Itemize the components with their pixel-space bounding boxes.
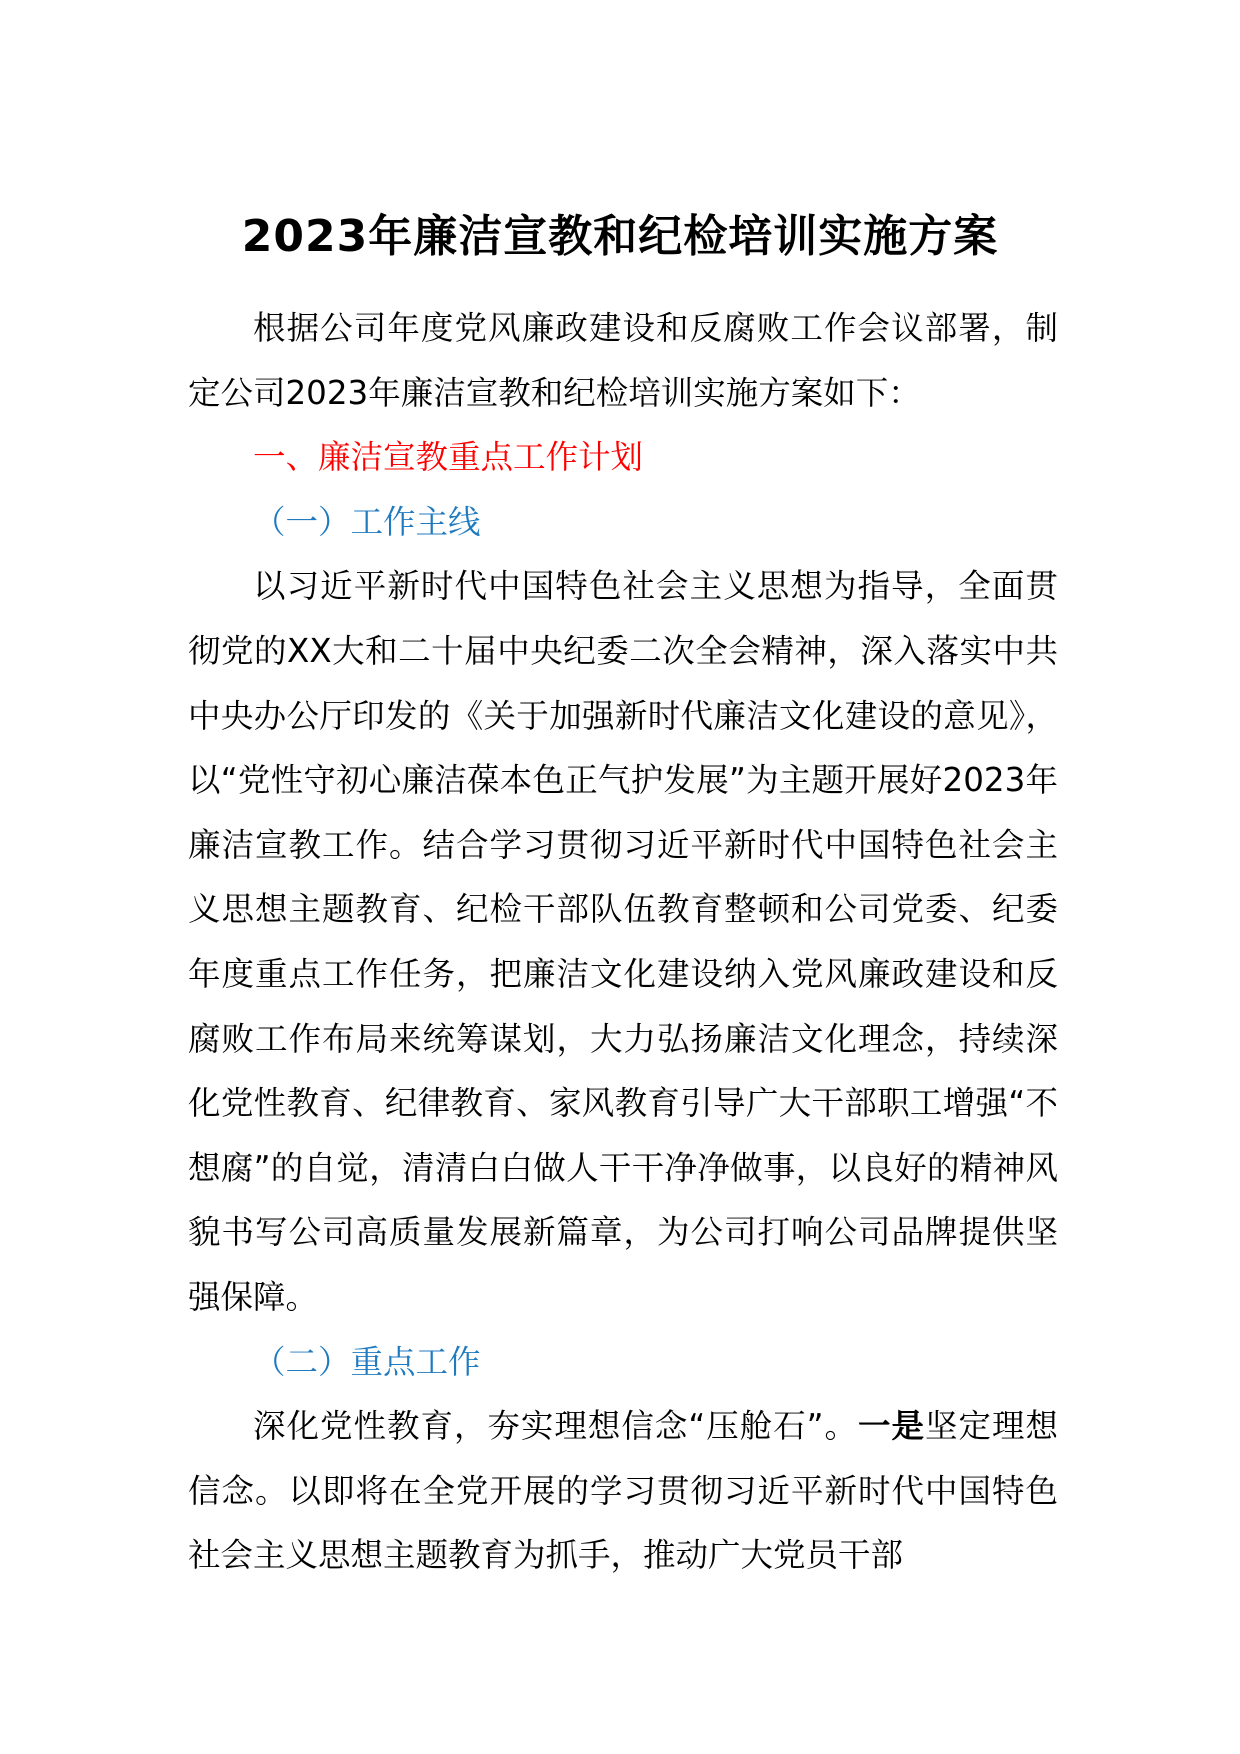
document-title: 2023年廉洁宣教和纪检培训实施方案 (241, 211, 999, 262)
subsection-heading-1: （一）工作主线 (253, 502, 481, 541)
intro-paragraph: 根据公司年度党风廉政建设和反腐败工作会议部署，制定公司2023年廉洁宣教和纪检培训实施方案如下： (188, 309, 1058, 412)
key-work-paragraph (188, 1394, 1058, 1588)
subsection-heading-2: （二）重点工作 (253, 1342, 481, 1381)
key-work-rest: 坚定理想信念。以即将在全党开展的学习贯彻习近平新时代中国特色社会主义思想主题教育为抓手，推动广大党员干部 (188, 1407, 1058, 1575)
key-work-ordinal: 一是 (858, 1407, 925, 1446)
section-heading-1: 一、廉洁宣教重点工作计划 (253, 438, 644, 477)
document-body (188, 296, 1058, 1588)
key-work-lead: 深化党性教育，夯实理想信念“压舱石”。 (253, 1407, 859, 1446)
work-mainline-paragraph: 以习近平新时代中国特色社会主义思想为指导，全面贯彻党的XX大和二十届中央纪委二次全会精神，深入落实中共中央办公厅印发的《关于加强新时代廉洁文化建设的意见》，以“党性守初心廉洁葆本色正气护发展”为主题开展好2023年廉洁宣教工作。结合学习贯彻习近平新时代中国特色社会主义思想主题教育、纪检干部队伍教育整顿和公司党委、纪委年度重点工作任务，把廉洁文化建设纳入党风廉政建设和反腐败工作布局来统筹谋划，大力弘扬廉洁文化理念，持续深化党性教育、纪律教育、家风教育引导广大干部职工增强“不想腐”的自觉，清清白白做人干干净净做事，以良好的精神风貌书写公司高质量发展新篇章，为公司打响公司品牌提供坚强保障。 (188, 567, 1058, 1316)
